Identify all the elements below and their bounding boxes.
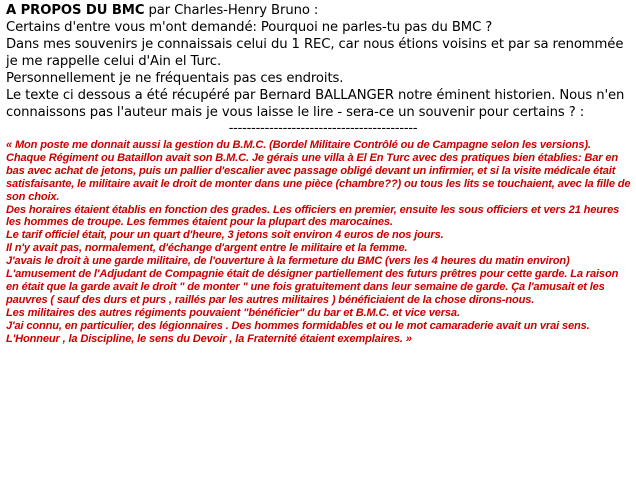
quote-paragraph: Le tarif officiel était, pour un quart d'heure, 3 jetons soit environ 4 euros de nos jours.: [6, 229, 444, 242]
intro-paragraph: Personnellement je ne fréquentais pas ces endroits.: [6, 71, 344, 86]
quote-paragraph: Chaque Régiment ou Bataillon avait son B.M.C. Je gérais une villa à El En Turc avec des pratiques bien établies: Bar en bas avec achat de jetons, puis un pallier d'escalier avec passage obligé devant un infirmier, et si la visite médicale était satisfaisante, le militaire avait le droit de monter dans une pièce (chambre??) ou tous les lits se touchaient, avec la fille de son choix.: [6, 151, 631, 203]
separator-line: ------------------------------------------: [228, 121, 418, 136]
quote-paragraph: Des horaires étaient établis en fonction des grades. Les officiers en premier, ensuite les sous officiers et vers 21 heures les hommes de troupe. Les femmes étaient pour la plupart des marocaines.: [6, 203, 620, 229]
quote-paragraph: « Mon poste me donnait aussi la gestion du B.M.C. (Bordel Militaire Contrôlé ou de Campagne selon les versions).: [6, 139, 591, 151]
intro-paragraph: Certains d'entre vous m'ont demandé: Pourquoi ne parles-tu pas du BMC ?: [6, 20, 493, 35]
article-title: A PROPOS DU BMC: [6, 3, 145, 18]
byline: par Charles-Henry Bruno :: [144, 3, 319, 18]
intro-paragraph: Le texte ci dessous a été récupéré par Bernard BALLANGER notre éminent historien. Nous n'en connaissons pas l'auteur mais je vous laisse le lire - sera-ce un souvenir pour certains ? :: [6, 88, 625, 120]
quote-paragraph: Les militaires des autres régiments pouvaient "bénéficier" du bar et B.M.C. et vice versa.: [6, 306, 460, 319]
title-line: [6, 2, 632, 19]
article: [6, 2, 632, 346]
quote-paragraph: L'amusement de l'Adjudant de Compagnie était de désigner partiellement des futurs prêtres pour cette garde. La raison en était que la garde avait le droit " de monter " une fois gratuitement dans leur semaine de garde. Ça l'amusait et les pauvres ( sauf des durs et purs , raillés par les autres militaires ) bénéficiaient de la chose dirons-nous.: [6, 268, 619, 306]
quote-paragraph: J'ai connu, en particulier, des légionnaires . Des hommes formidables et ou le mot camaraderie avait un vrai sens.: [6, 319, 590, 332]
quote-paragraph: Il n'y avait pas, normalement, d'échange d'argent entre le militaire et la femme.: [6, 242, 408, 255]
intro-section: [6, 2, 632, 121]
quote-paragraph: L'Honneur , la Discipline, le sens du Devoir , la Fraternité étaient exemplaires. »: [6, 332, 412, 345]
quoted-text: [6, 139, 632, 346]
intro-paragraph: Dans mes souvenirs je connaissais celui du 1 REC, car nous étions voisins et par sa renommée je me rappelle celui d'Ain el Turc.: [6, 37, 624, 69]
quote-paragraph: J'avais le droit à une garde militaire, de l'ouverture à la fermeture du BMC (vers les 4 heures du matin environ): [6, 255, 570, 268]
